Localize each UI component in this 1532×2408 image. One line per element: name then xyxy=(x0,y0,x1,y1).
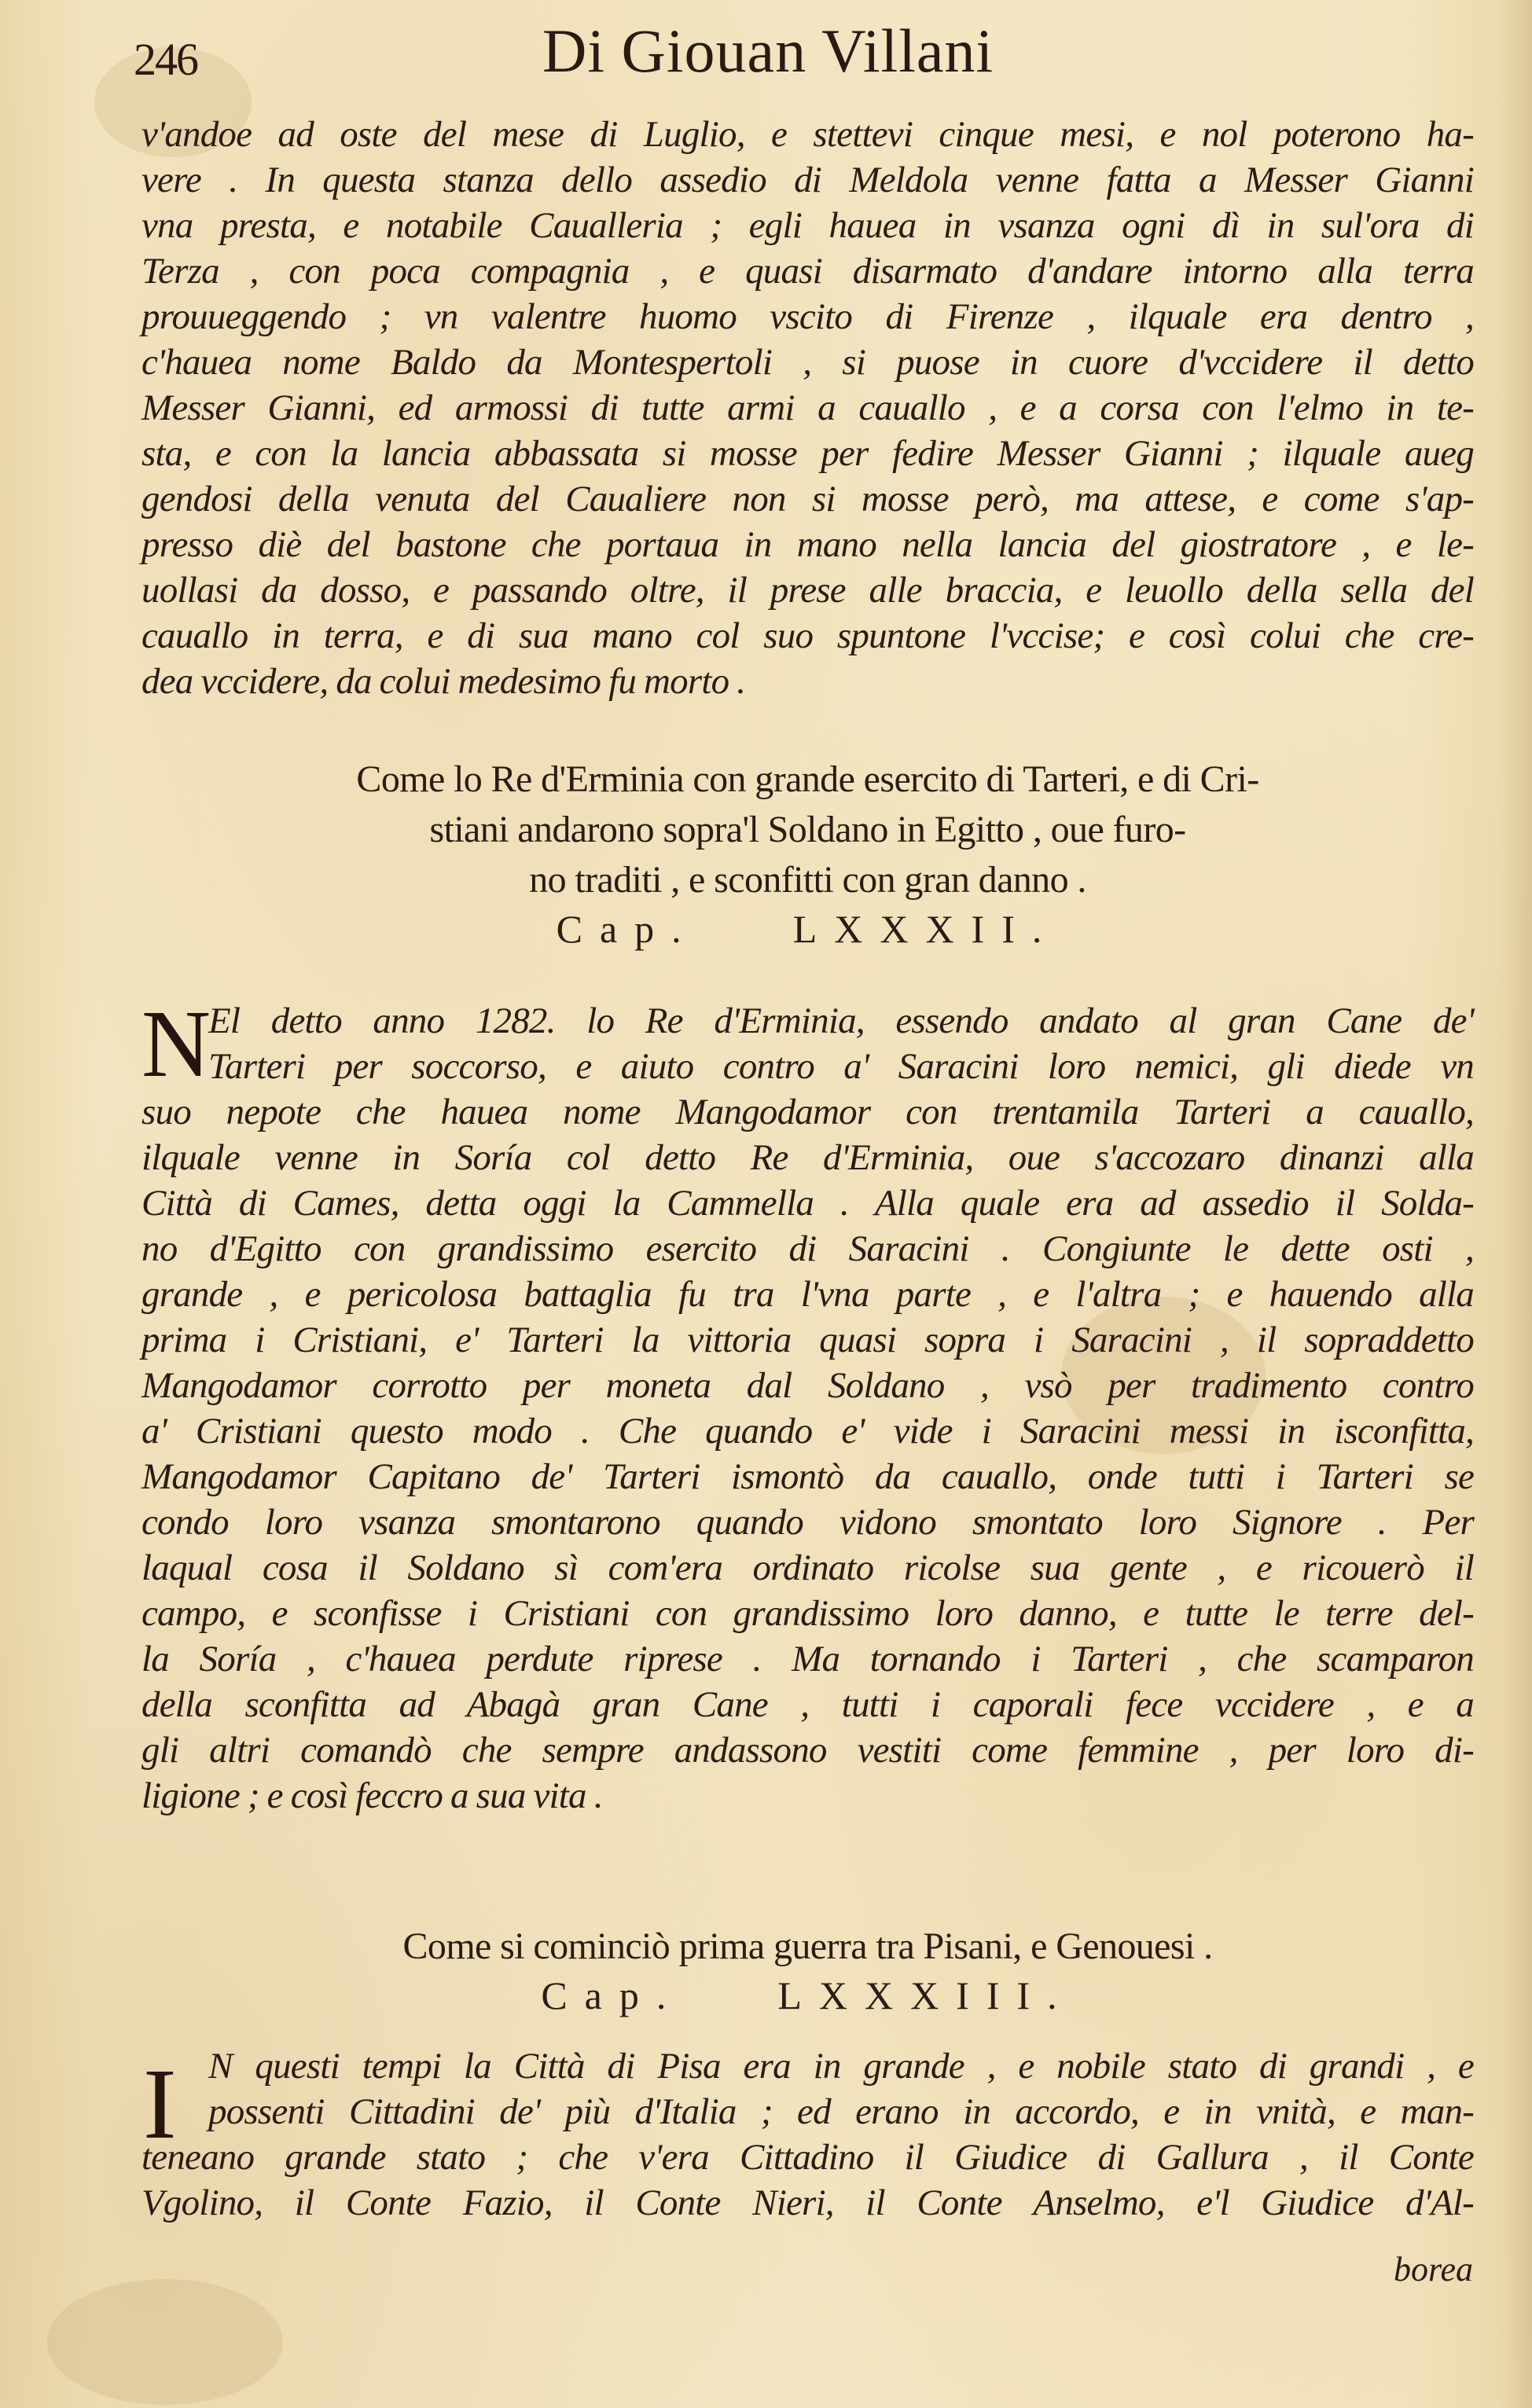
text-line: teneano grande stato ; che v'era Cittadino il Giudice di Gallura , il Conte xyxy=(141,2137,1474,2178)
page-number: 246 xyxy=(134,34,197,85)
chapter-heading xyxy=(141,1922,1474,2019)
cap-roman-numeral: LXXXII. xyxy=(792,907,1060,951)
text-line: ligione ; e così feccro a sua vita . xyxy=(141,1775,603,1816)
text-line: vere . In questa stanza dello assedio di Meldola venne fatta a Messer Gianni xyxy=(141,160,1474,200)
text-line: della sconfitta ad Abagà gran Cane , tutti i caporali fece vccidere , e a xyxy=(141,1684,1474,1725)
heading-line: Come si cominciò prima guerra tra Pisani, e Genouesi . xyxy=(402,1925,1213,1967)
text-line: Tarteri per soccorso, e aiuto contro a' Saracini loro nemici, gli diede vn xyxy=(208,1046,1474,1087)
text-line: Messer Gianni, ed armossi di tutte armi a cauallo , e a corsa con l'elmo in te- xyxy=(141,387,1474,428)
heading-line: no traditi , e sconfitti con gran danno . xyxy=(529,859,1086,901)
text-line: Mangodamor Capitano de' Tarteri ismontò da cauallo, onde tutti i Tarteri se xyxy=(141,1456,1474,1497)
drop-cap-block xyxy=(141,991,1474,1097)
text-line: gli altri comandò che sempre andassono vestiti come femmine , per loro di- xyxy=(141,1730,1474,1771)
text-line: no d'Egitto con grandissimo esercito di Saracini . Congiunte le dette osti , xyxy=(141,1228,1474,1269)
chapter-body xyxy=(141,2043,1474,2226)
text-line: prouueggendo ; vn valentre huomo vscito di Firenze , ilquale era dentro , xyxy=(141,296,1474,337)
text-line: cauallo in terra, e di sua mano col suo spuntone l'vccise; e così colui che cre- xyxy=(141,615,1474,656)
chapter-body xyxy=(141,991,1474,1819)
text-line: Mangodamor corrotto per moneta dal Soldano , vsò per tradimento contro xyxy=(141,1365,1474,1406)
page-edge-shadow xyxy=(1501,0,1532,2408)
text-line: prima i Cristiani, e' Tarteri la vittoria quasi sopra i Saracini , il sopraddetto xyxy=(141,1320,1474,1360)
text-line: Terza , con poca compagnia , e quasi disarmato d'andare intorno alla terra xyxy=(141,251,1474,292)
heading-line: Come lo Re d'Erminia con grande esercito di Tarteri, e di Cri- xyxy=(356,758,1259,800)
opening-passage xyxy=(141,112,1474,704)
text-line: a' Cristiani questo modo . Che quando e' vide i Saracini messi in isconfitta, xyxy=(141,1411,1474,1452)
heading-line: stiani andarono sopra'l Soldano in Egitto , oue furo- xyxy=(429,809,1186,850)
text-line: vna presta, e notabile Caualleria ; egli hauea in vsanza ogni dì in sul'ora di xyxy=(141,205,1474,246)
text-line: possenti Cittadini de' più d'Italia ; ed erano in accordo, e in vnità, e man- xyxy=(208,2091,1474,2132)
text-line: sta, e con la lancia abbassata si mosse per fedire Messer Gianni ; ilquale aueg xyxy=(141,433,1474,474)
text-line: c'hauea nome Baldo da Montespertoli , si puose in cuore d'vccidere il detto xyxy=(141,342,1474,383)
text-line: Città di Cames, detta oggi la Cammella . Alla quale era ad assedio il Solda- xyxy=(141,1183,1474,1224)
chapter-number xyxy=(141,1972,1474,2019)
text-line: grande , e pericolosa battaglia fu tra l'vna parte , e l'altra ; e hauendo alla xyxy=(141,1274,1474,1315)
text-line: presso diè del bastone che portaua in mano nella lancia del giostratore , e le- xyxy=(141,524,1474,565)
text-line: campo, e sconfisse i Cristiani con grandissimo loro danno, e tutte le terre del- xyxy=(141,1593,1474,1634)
cap-roman-numeral: LXXXIII. xyxy=(777,1973,1075,2017)
text-line: v'andoe ad oste del mese di Luglio, e stettevi cinque mesi, e nol poterono ha- xyxy=(141,114,1474,155)
drop-cap: N xyxy=(141,991,211,1097)
chapter-number xyxy=(141,905,1474,953)
text-line: condo loro vsanza smontarono quando vidono smontato loro Signore . Per xyxy=(141,1502,1474,1543)
text-line: ilquale venne in Soría col detto Re d'Erminia, oue s'accozaro dinanzi alla xyxy=(141,1137,1474,1178)
paper-stain xyxy=(47,2279,283,2405)
chapter-heading xyxy=(141,754,1474,953)
catchword: borea xyxy=(1393,2250,1473,2289)
text-line: uollasi da dosso, e passando oltre, il prese alle braccia, e leuollo della sella del xyxy=(141,570,1474,611)
text-line: El detto anno 1282. lo Re d'Erminia, essendo andato al gran Cane de' xyxy=(208,1000,1474,1041)
page-header xyxy=(134,16,1470,110)
cap-label: Cap. xyxy=(556,907,699,951)
text-line: gendosi della venuta del Caualiere non si mosse però, ma attese, e come s'ap- xyxy=(141,479,1474,519)
text-line: laqual cosa il Soldano sì com'era ordinato ricolse sua gente , e ricouerò il xyxy=(141,1547,1474,1588)
text-line: dea vccidere, da colui medesimo fu morto . xyxy=(141,661,746,702)
cap-label: Cap. xyxy=(541,1973,684,2017)
text-line: la Soría , c'hauea perdute riprese . Ma tornando i Tarteri , che scamparon xyxy=(141,1639,1474,1679)
text-line: suo nepote che hauea nome Mangodamor con trentamila Tarteri a cauallo, xyxy=(141,1092,1474,1132)
running-title: Di Giouan Villani xyxy=(542,17,994,85)
drop-cap: I xyxy=(143,2048,177,2160)
text-line: N questi tempi la Città di Pisa era in grande , e nobile stato di grandi , e xyxy=(208,2046,1474,2087)
text-line: Vgolino, il Conte Fazio, il Conte Nieri, il Conte Anselmo, e'l Giudice d'Al- xyxy=(141,2182,1474,2223)
